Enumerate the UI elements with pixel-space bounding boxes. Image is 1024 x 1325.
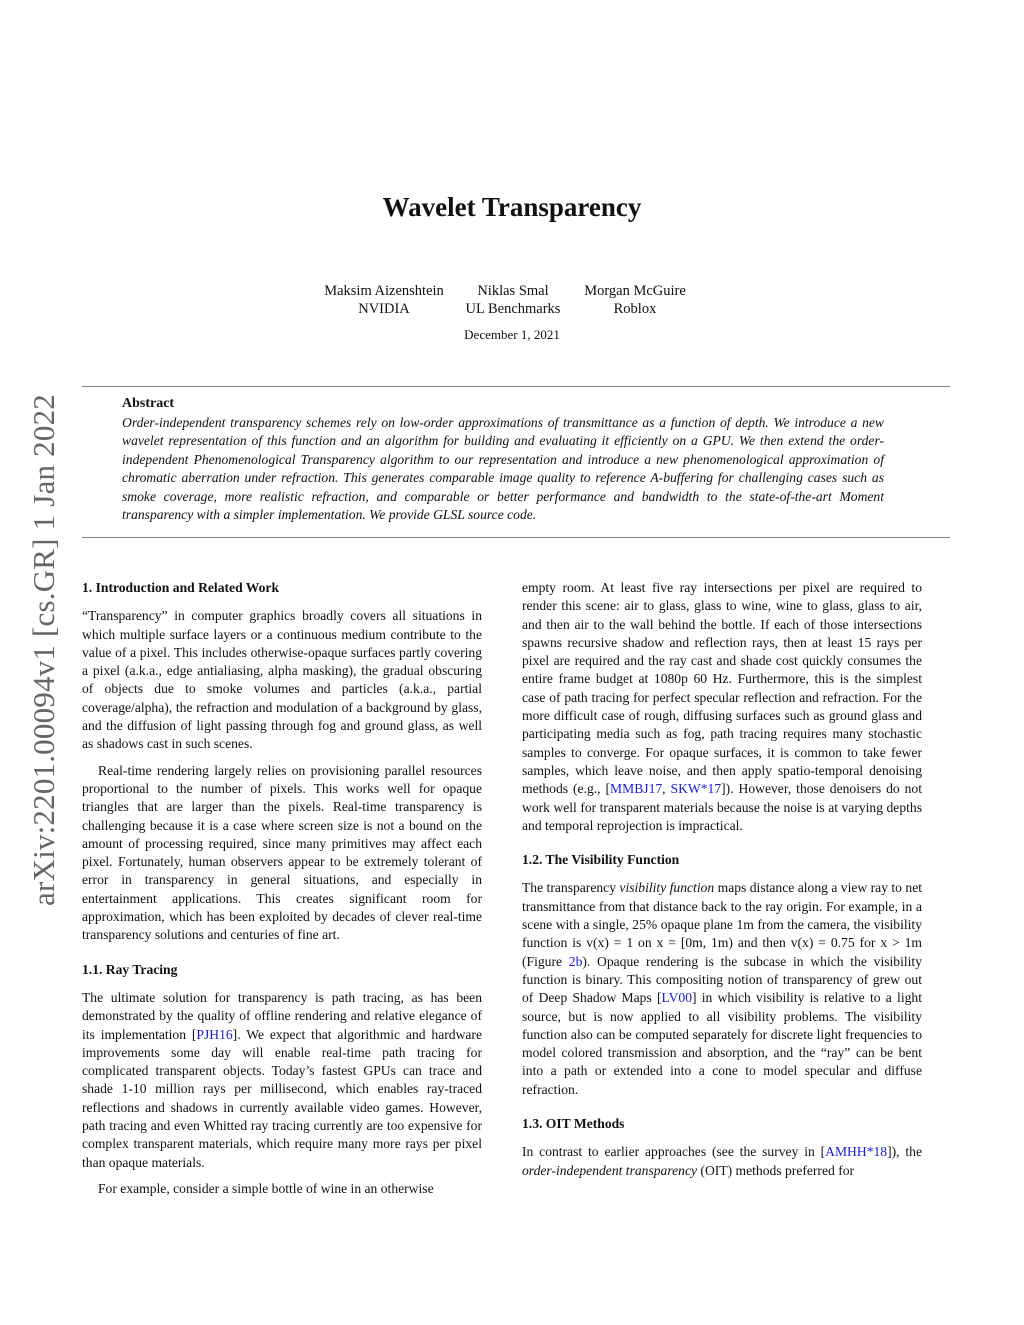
citation-link-mmbj17[interactable]: MMBJ17 xyxy=(610,781,663,797)
paragraph-oit: In contrast to earlier approaches (see the survey in [AMHH*18]), the order-independent transparency (OIT) methods preferred for xyxy=(522,1144,922,1178)
abstract-text: Order-independent transparency schemes rely on low-order approximations of transmittance as a function of depth. We introduce a new wavelet representation of this function and an algorithm for building and evaluating it efficiently on a GPU. We then extend the order-independent Phenomenological Transparency algorithm to our representation and introduce a new phenomenological approximation of chromatic aberration under refraction. This generates comparable image quality to reference A-buffering for challenging cases such as smoke coverage, more realistic refraction, and comparable or better performance and bandwidth to the state-of-the-art Moment transparency with a simpler implementation. We provide GLSL source code. xyxy=(122,414,884,522)
abstract-heading: Abstract xyxy=(122,396,175,411)
paragraph-ray-tracing-continued: empty room. At least five ray intersections per pixel are required to render this scene: air to glass, glass to wine, wine to glass, glass to air, and then air to the wall behind the bottle. If each of those intersections spawns recursive shadow and reflection rays, then at least 15 rays per pixel are required and the ray cast and shade cost quickly consumes the entire frame budget at 1080p 60 Hz. Furthermore, this is the simplest case of path tracing for perfect specular reflection and refraction. For the more difficult case of rough, diffusing surfaces such as ground glass and participating media such as fog, path tracing requires many stochastic samples to converge. For opaque surfaces, it is common to take fewer samples, which leave noise, and then apply spatio-temporal denoising methods (e.g., [MMBJ17, SKW*17]). However, those denoisers do not work well for transparent materials because the noise is at varying depths and temporal reprojection is impractical. xyxy=(522,580,923,833)
abstract-bottom-rule xyxy=(82,537,950,538)
author-1 xyxy=(320,282,448,318)
citation-link-lv00[interactable]: LV00 xyxy=(661,990,692,1006)
citation-link-amhh18[interactable]: AMHH*18 xyxy=(825,1144,888,1160)
figure-link-2b[interactable]: 2b xyxy=(568,953,583,969)
author-name: Maksim Aizenshtein xyxy=(324,283,444,299)
citation-link-pjh16[interactable]: PJH16 xyxy=(196,1026,233,1042)
section-heading-oit-methods: 1.3. OIT Methods xyxy=(522,1116,625,1132)
paragraph-ray-tracing-1: The ultimate solution for transparency is path tracing, as has been demonstrated by the quality of offline rendering and relative elegance of its implementation [PJH16]. We expect that algorithmic and hardware improvements some day will enable real-time path tracing for complicated transparent objects. Today’s fastest GPUs can trace and shade 1-10 million rays per millisecond, which enables ray-traced reflections and shadows in currently available video games. However, path tracing and even Whitted ray tracing currently are too expensive for complex transparent materials, which require many more rays per pixel than opaque materials. xyxy=(82,989,482,1170)
author-2 xyxy=(450,282,576,318)
citation-link-skw17[interactable]: SKW*17 xyxy=(670,781,722,797)
author-3 xyxy=(576,282,694,318)
author-affiliation: NVIDIA xyxy=(358,301,410,317)
paragraph-intro-2: Real-time rendering largely relies on provisioning parallel resources proportional to the number of pixels. This works well for opaque triangles that are larger than the pixels. Real-time transparency is challenging because it is a case where screen size is not a bound on the amount of processing required, since many primitives may affect each pixel. Fortunately, human observers appear to be extremely tolerant of error in transparency in general situations, and especially in entertainment applications. This creates significant room for approximation, which has been exploited by decades of clever real-time transparency solutions and centuries of fine art. xyxy=(82,762,482,943)
paragraph-intro-1: “Transparency” in computer graphics broadly covers all situations in which multiple surface layers or a continuous medium contribute to the value of a pixel. This includes otherwise-opaque surfaces partly covering a pixel (a.k.a., edge antialiasing, alpha masking), the gradual obscuring of objects due to smoke volumes and particles (a.k.a., partial coverage/alpha), the refraction and modulation of a background by glass, and the diffusion of light passing through fog and ground glass, as well as shadows cast in such scenes. xyxy=(82,608,482,752)
section-heading-introduction: 1. Introduction and Related Work xyxy=(82,580,280,595)
author-name: Niklas Smal xyxy=(477,283,549,299)
paper-date: December 1, 2021 xyxy=(464,327,560,342)
abstract-block xyxy=(122,395,884,525)
arxiv-identifier: arXiv:2201.00094v1 [cs.GR] 1 Jan 2022 xyxy=(26,394,61,906)
author-name: Morgan McGuire xyxy=(584,283,686,299)
paper-title: Wavelet Transparency xyxy=(382,192,642,222)
section-heading-ray-tracing: 1.1. Ray Tracing xyxy=(82,961,178,977)
left-column xyxy=(82,579,482,1206)
author-affiliation: Roblox xyxy=(613,301,657,317)
paragraph-visibility: The transparency visibility function maps distance along a view ray to net transmittance from that distance back to the ray origin. For example, in a scene with a single, 25% opaque plane 1m from the camera, the visibility function is v(x) = 1 on x = [0m, 1m) and then v(x) = 0.75 for x > 1m (Figure 2b). Opaque rendering is the subcase in which the visibility function is binary. This compositing notion of transparency of grew out of Deep Shadow Maps [LV00] in which visibility is relative to a light source, but is now applied to all visibility problems. The visibility function also can be computed separately for discrete light frequencies to model colored transmission and absorption, and the “ray” can be bent into a path or extended into a cone to model specular and diffuse refraction. xyxy=(522,880,923,1097)
right-column xyxy=(522,579,922,1188)
author-affiliation: UL Benchmarks xyxy=(465,301,561,317)
arxiv-sidebar xyxy=(20,360,68,940)
paragraph-ray-tracing-2: For example, consider a simple bottle of wine in an otherwise xyxy=(98,1180,434,1196)
abstract-top-rule xyxy=(82,386,950,387)
section-heading-visibility-function: 1.2. The Visibility Function xyxy=(522,852,680,868)
